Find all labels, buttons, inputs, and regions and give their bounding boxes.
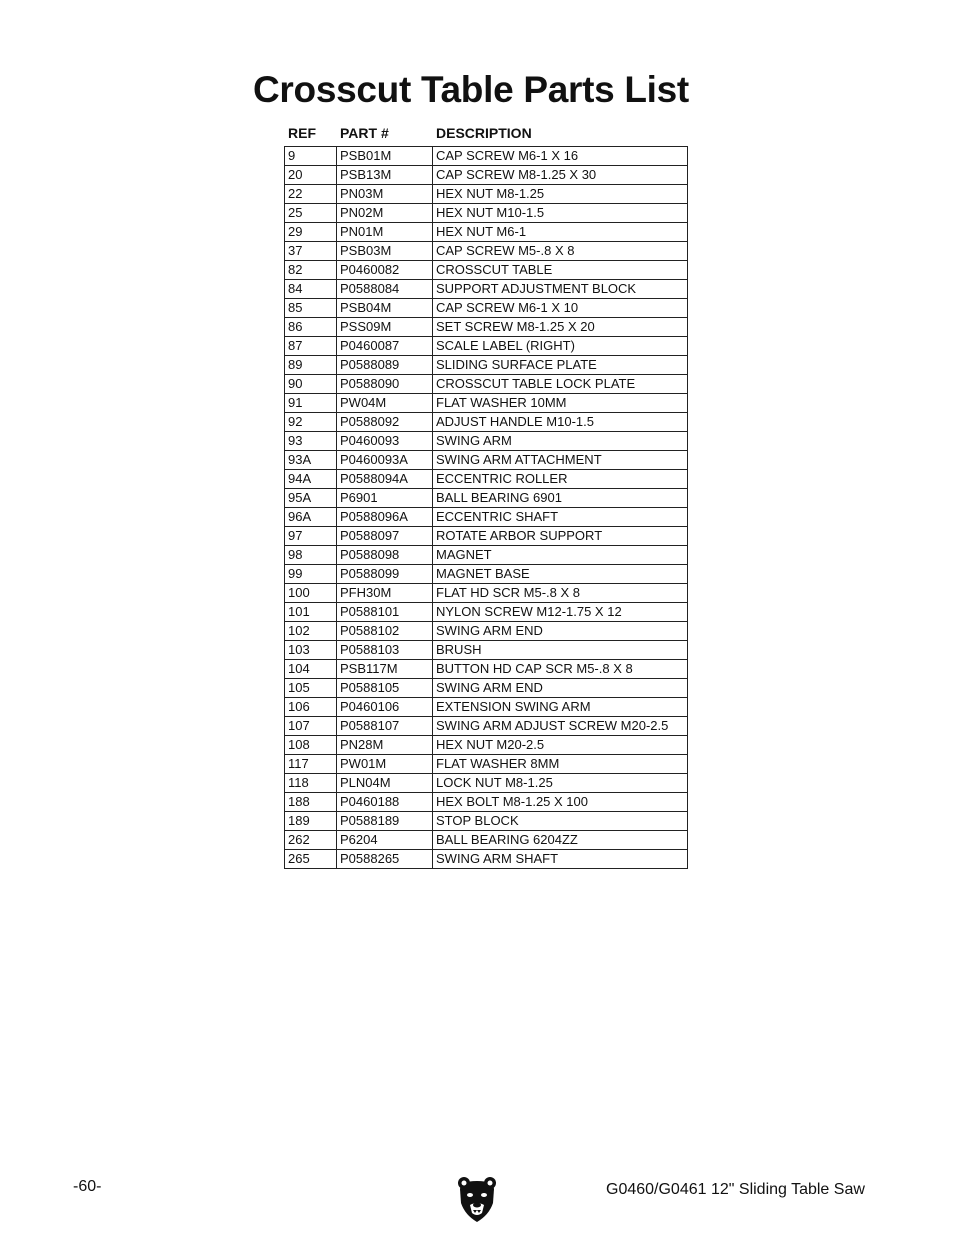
table-row xyxy=(285,280,688,299)
description-cell: BRUSH xyxy=(433,641,688,660)
ref-cell: 108 xyxy=(285,736,337,755)
ref-cell: 87 xyxy=(285,337,337,356)
ref-cell: 262 xyxy=(285,831,337,850)
table-row xyxy=(285,413,688,432)
ref-cell: 89 xyxy=(285,356,337,375)
table-row xyxy=(285,546,688,565)
ref-cell: 117 xyxy=(285,755,337,774)
ref-cell: 93 xyxy=(285,432,337,451)
table-row xyxy=(285,527,688,546)
table-row xyxy=(285,223,688,242)
description-cell: SWING ARM ATTACHMENT xyxy=(433,451,688,470)
part-number-cell: P0588092 xyxy=(337,413,433,432)
description-cell: STOP BLOCK xyxy=(433,812,688,831)
table-row xyxy=(285,375,688,394)
ref-cell: 90 xyxy=(285,375,337,394)
ref-cell: 96A xyxy=(285,508,337,527)
ref-cell: 105 xyxy=(285,679,337,698)
part-number-cell: P0460082 xyxy=(337,261,433,280)
ref-cell: 86 xyxy=(285,318,337,337)
table-row xyxy=(285,736,688,755)
ref-cell: 100 xyxy=(285,584,337,603)
part-number-cell: P0588265 xyxy=(337,850,433,869)
description-cell: HEX NUT M6-1 xyxy=(433,223,688,242)
ref-cell: 106 xyxy=(285,698,337,717)
table-row xyxy=(285,584,688,603)
ref-cell: 189 xyxy=(285,812,337,831)
part-number-cell: PSB01M xyxy=(337,147,433,166)
ref-cell: 265 xyxy=(285,850,337,869)
part-number-cell: P6901 xyxy=(337,489,433,508)
table-row xyxy=(285,641,688,660)
table-row xyxy=(285,242,688,261)
table-row xyxy=(285,717,688,736)
description-cell: ECCENTRIC SHAFT xyxy=(433,508,688,527)
table-row xyxy=(285,850,688,869)
table-row xyxy=(285,432,688,451)
ref-cell: 104 xyxy=(285,660,337,679)
description-cell: SWING ARM END xyxy=(433,622,688,641)
bear-head-icon xyxy=(456,1175,498,1223)
parts-table xyxy=(284,146,688,869)
part-number-cell: P0588084 xyxy=(337,280,433,299)
description-cell: SET SCREW M8-1.25 X 20 xyxy=(433,318,688,337)
ref-cell: 9 xyxy=(285,147,337,166)
description-cell: EXTENSION SWING ARM xyxy=(433,698,688,717)
table-row xyxy=(285,261,688,280)
table-row xyxy=(285,489,688,508)
description-cell: SWING ARM ADJUST SCREW M20-2.5 xyxy=(433,717,688,736)
part-number-cell: P0460093A xyxy=(337,451,433,470)
description-cell: SWING ARM END xyxy=(433,679,688,698)
part-number-cell: P0588189 xyxy=(337,812,433,831)
ref-cell: 101 xyxy=(285,603,337,622)
table-row xyxy=(285,660,688,679)
table-row xyxy=(285,299,688,318)
table-row xyxy=(285,185,688,204)
table-row xyxy=(285,166,688,185)
part-number-cell: PSS09M xyxy=(337,318,433,337)
part-number-cell: PW04M xyxy=(337,394,433,413)
ref-cell: 20 xyxy=(285,166,337,185)
part-number-cell: P0588096A xyxy=(337,508,433,527)
part-number-cell: PN03M xyxy=(337,185,433,204)
part-number-cell: P0588101 xyxy=(337,603,433,622)
description-cell: BALL BEARING 6901 xyxy=(433,489,688,508)
table-row xyxy=(285,508,688,527)
description-cell: FLAT WASHER 10MM xyxy=(433,394,688,413)
description-cell: ADJUST HANDLE M10-1.5 xyxy=(433,413,688,432)
description-cell: HEX NUT M20-2.5 xyxy=(433,736,688,755)
table-row xyxy=(285,622,688,641)
part-number-cell: P0588102 xyxy=(337,622,433,641)
ref-cell: 25 xyxy=(285,204,337,223)
description-cell: SWING ARM SHAFT xyxy=(433,850,688,869)
description-cell: MAGNET xyxy=(433,546,688,565)
part-number-cell: P0588098 xyxy=(337,546,433,565)
ref-cell: 94A xyxy=(285,470,337,489)
description-cell: NYLON SCREW M12-1.75 X 12 xyxy=(433,603,688,622)
table-row xyxy=(285,565,688,584)
table-row xyxy=(285,356,688,375)
manual-title: G0460/G0461 12" Sliding Table Saw xyxy=(606,1181,865,1198)
table-row xyxy=(285,451,688,470)
ref-cell: 85 xyxy=(285,299,337,318)
ref-cell: 93A xyxy=(285,451,337,470)
part-number-cell: PSB04M xyxy=(337,299,433,318)
header-description: DESCRIPTION xyxy=(436,125,532,141)
part-number-cell: P0460087 xyxy=(337,337,433,356)
header-ref: REF xyxy=(288,125,316,141)
ref-cell: 98 xyxy=(285,546,337,565)
part-number-cell: PW01M xyxy=(337,755,433,774)
part-number-cell: P6204 xyxy=(337,831,433,850)
description-cell: FLAT WASHER 8MM xyxy=(433,755,688,774)
table-row xyxy=(285,755,688,774)
ref-cell: 102 xyxy=(285,622,337,641)
ref-cell: 107 xyxy=(285,717,337,736)
ref-cell: 92 xyxy=(285,413,337,432)
part-number-cell: P0588099 xyxy=(337,565,433,584)
description-cell: CROSSCUT TABLE xyxy=(433,261,688,280)
table-row xyxy=(285,812,688,831)
table-row xyxy=(285,603,688,622)
description-cell: HEX NUT M8-1.25 xyxy=(433,185,688,204)
description-cell: SUPPORT ADJUSTMENT BLOCK xyxy=(433,280,688,299)
description-cell: SCALE LABEL (RIGHT) xyxy=(433,337,688,356)
part-number-cell: PN28M xyxy=(337,736,433,755)
table-row xyxy=(285,774,688,793)
part-number-cell: PSB03M xyxy=(337,242,433,261)
description-cell: ECCENTRIC ROLLER xyxy=(433,470,688,489)
description-cell: HEX BOLT M8-1.25 X 100 xyxy=(433,793,688,812)
ref-cell: 118 xyxy=(285,774,337,793)
description-cell: FLAT HD SCR M5-.8 X 8 xyxy=(433,584,688,603)
description-cell: LOCK NUT M8-1.25 xyxy=(433,774,688,793)
table-row xyxy=(285,204,688,223)
page-number: -60- xyxy=(73,1178,102,1195)
description-cell: ROTATE ARBOR SUPPORT xyxy=(433,527,688,546)
parts-table-body xyxy=(285,147,688,869)
description-cell: CAP SCREW M6-1 X 10 xyxy=(433,299,688,318)
description-cell: CAP SCREW M8-1.25 X 30 xyxy=(433,166,688,185)
part-number-cell: P0588089 xyxy=(337,356,433,375)
part-number-cell: PFH30M xyxy=(337,584,433,603)
ref-cell: 188 xyxy=(285,793,337,812)
description-cell: CAP SCREW M5-.8 X 8 xyxy=(433,242,688,261)
part-number-cell: PSB117M xyxy=(337,660,433,679)
description-cell: HEX NUT M10-1.5 xyxy=(433,204,688,223)
table-row xyxy=(285,318,688,337)
part-number-cell: PSB13M xyxy=(337,166,433,185)
table-row xyxy=(285,337,688,356)
part-number-cell: P0588090 xyxy=(337,375,433,394)
ref-cell: 99 xyxy=(285,565,337,584)
ref-cell: 84 xyxy=(285,280,337,299)
table-row xyxy=(285,831,688,850)
table-row xyxy=(285,394,688,413)
part-number-cell: P0588107 xyxy=(337,717,433,736)
table-row xyxy=(285,679,688,698)
description-cell: BUTTON HD CAP SCR M5-.8 X 8 xyxy=(433,660,688,679)
description-cell: CROSSCUT TABLE LOCK PLATE xyxy=(433,375,688,394)
ref-cell: 97 xyxy=(285,527,337,546)
ref-cell: 37 xyxy=(285,242,337,261)
description-cell: BALL BEARING 6204ZZ xyxy=(433,831,688,850)
description-cell: MAGNET BASE xyxy=(433,565,688,584)
part-number-cell: P0460106 xyxy=(337,698,433,717)
table-row xyxy=(285,698,688,717)
page-title: Crosscut Table Parts List xyxy=(253,69,689,110)
part-number-cell: P0588105 xyxy=(337,679,433,698)
part-number-cell: P0460188 xyxy=(337,793,433,812)
table-row xyxy=(285,470,688,489)
table-row xyxy=(285,793,688,812)
ref-cell: 95A xyxy=(285,489,337,508)
description-cell: CAP SCREW M6-1 X 16 xyxy=(433,147,688,166)
part-number-cell: P0460093 xyxy=(337,432,433,451)
part-number-cell: PN01M xyxy=(337,223,433,242)
ref-cell: 82 xyxy=(285,261,337,280)
part-number-cell: PLN04M xyxy=(337,774,433,793)
column-headers xyxy=(285,124,687,144)
part-number-cell: PN02M xyxy=(337,204,433,223)
ref-cell: 29 xyxy=(285,223,337,242)
description-cell: SLIDING SURFACE PLATE xyxy=(433,356,688,375)
ref-cell: 22 xyxy=(285,185,337,204)
part-number-cell: P0588094A xyxy=(337,470,433,489)
ref-cell: 103 xyxy=(285,641,337,660)
description-cell: SWING ARM xyxy=(433,432,688,451)
header-part-number: PART # xyxy=(340,125,389,141)
part-number-cell: P0588103 xyxy=(337,641,433,660)
part-number-cell: P0588097 xyxy=(337,527,433,546)
ref-cell: 91 xyxy=(285,394,337,413)
table-row xyxy=(285,147,688,166)
